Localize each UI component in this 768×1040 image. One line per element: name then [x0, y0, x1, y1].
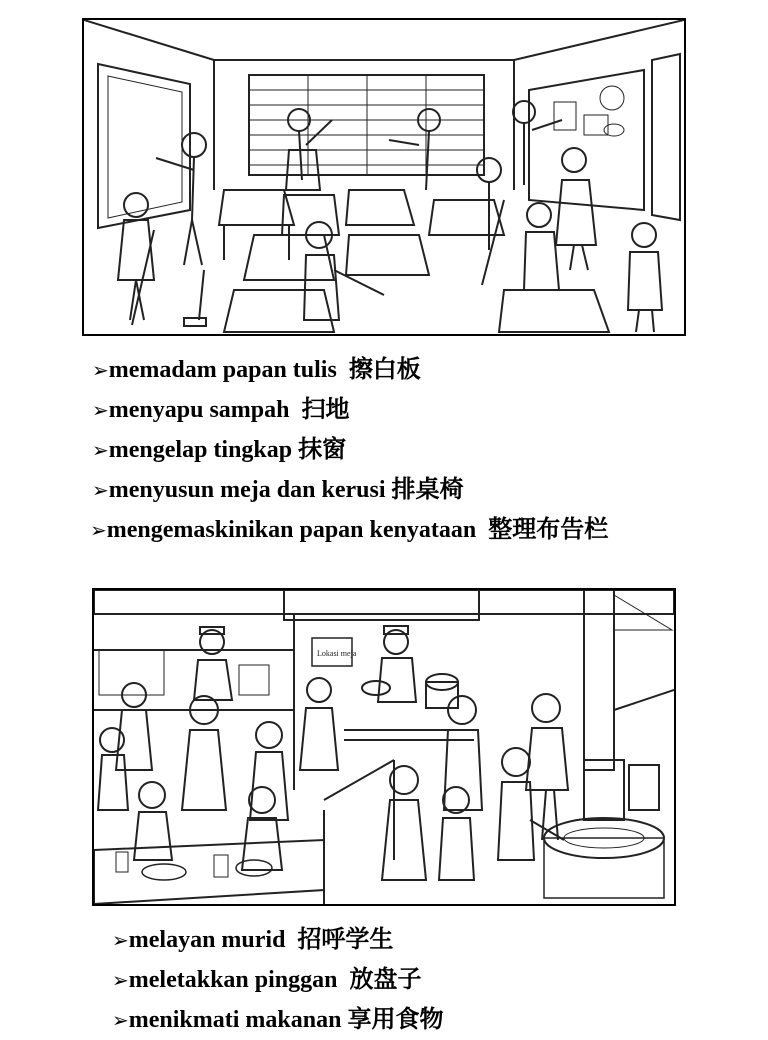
chinese-text: 招呼学生 — [297, 925, 394, 953]
classroom-task-list — [92, 350, 692, 547]
chinese-text: 整理布告栏 — [488, 515, 609, 543]
malay-text: menyapu sampah — [108, 397, 290, 423]
malay-text: memadam papan tulis — [108, 357, 337, 383]
chinese-text: 扫地 — [301, 395, 350, 423]
list-item — [112, 960, 712, 1000]
bullet-arrow-icon: ➢ — [90, 518, 107, 542]
list-item — [92, 350, 692, 390]
malay-text: mengemaskinikan papan kenyataan — [106, 517, 477, 543]
bullet-arrow-icon: ➢ — [92, 478, 109, 502]
malay-text: mengelap tingkap — [108, 437, 293, 463]
chinese-text: 享用食物 — [347, 1005, 444, 1033]
bullet-arrow-icon: ➢ — [112, 1008, 129, 1032]
sign-text: Lokasi meja — [317, 649, 357, 658]
list-item — [92, 430, 692, 470]
chinese-text: 放盘子 — [349, 965, 422, 993]
chinese-text: 排桌椅 — [391, 475, 464, 503]
malay-text: meletakkan pinggan — [128, 967, 338, 993]
canteen-activity-list — [112, 920, 712, 1040]
malay-text: menyusun meja dan kerusi — [108, 477, 386, 503]
list-item — [112, 1000, 712, 1040]
malay-text: menikmati makanan — [128, 1007, 342, 1033]
bullet-arrow-icon: ➢ — [92, 438, 109, 462]
bullet-arrow-icon: ➢ — [92, 398, 109, 422]
list-item — [90, 512, 680, 547]
malay-text: melayan murid — [128, 927, 286, 953]
chinese-text: 抹窗 — [298, 435, 347, 463]
bullet-arrow-icon: ➢ — [112, 928, 129, 952]
list-item — [92, 470, 692, 510]
chinese-text: 擦白板 — [348, 355, 421, 383]
classroom-illustration — [82, 18, 686, 336]
list-item — [92, 390, 692, 430]
bullet-arrow-icon: ➢ — [112, 968, 129, 992]
canteen-illustration — [92, 588, 676, 906]
list-item — [112, 920, 712, 960]
bullet-arrow-icon: ➢ — [92, 358, 109, 382]
